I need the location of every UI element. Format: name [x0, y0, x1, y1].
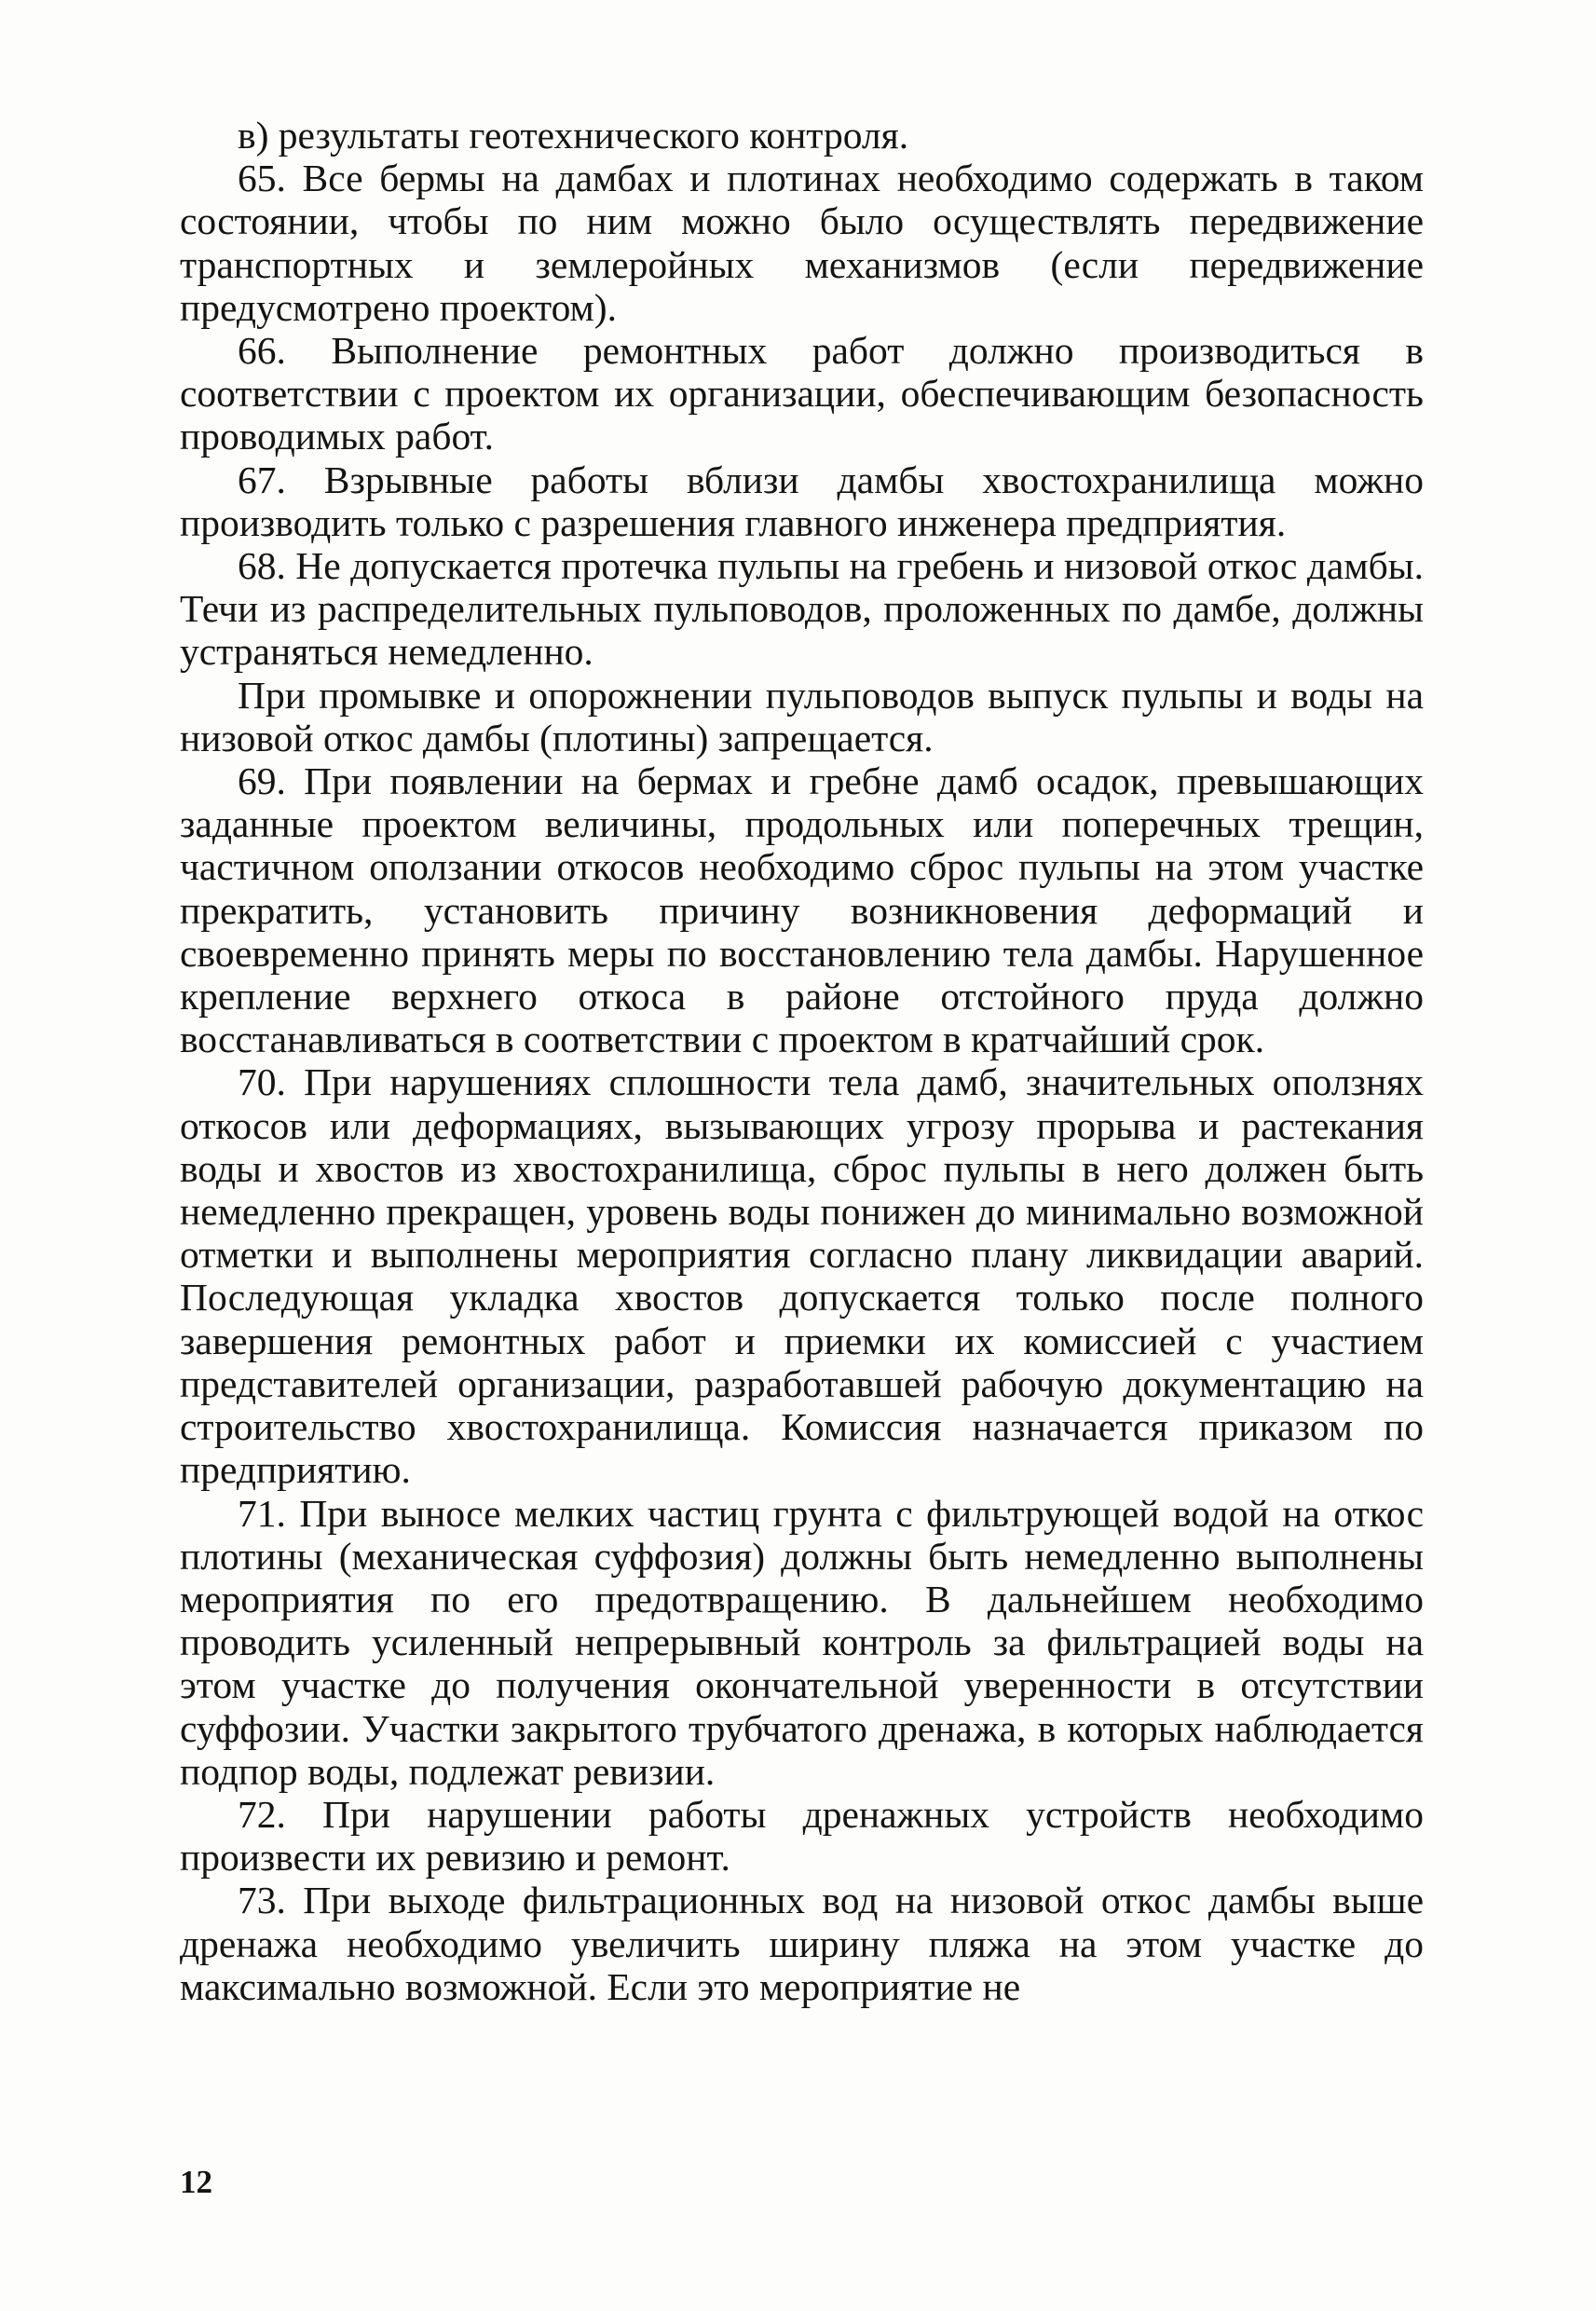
- paragraph-66: 66. Выполнение ремонтных работ должно производиться в соответствии с проектом их организации, обеспечивающим безопасность проводимых работ.: [180, 329, 1424, 458]
- paragraph-68-continued: При промывке и опорожнении пульповодов выпуск пульпы и воды на низовой откос дамбы (плотины) запрещается.: [180, 673, 1424, 759]
- paragraph-item-v: в) результаты геотехнического контроля.: [238, 114, 909, 157]
- paragraph-68: 68. Не допускается протечка пульпы на гребень и низовой откос дамбы. Течи из распределительных пульповодов, проложенных по дамбе, должны устраняться немедленно.: [180, 544, 1424, 674]
- paragraph-67: 67. Взрывные работы вблизи дамбы хвостохранилища можно производить только с разрешения главного инженера предприятия.: [180, 458, 1424, 544]
- paragraph-70: 70. При нарушениях сплошности тела дамб, значительных оползнях откосов или деформациях, вызывающих угрозу прорыва и растекания воды и хвостов из хвостохранилища, сброс пульпы в него должен быть немедленно прекращен, уровень воды понижен до минимально возможной отметки и выполнены мероприятия согласно плану ликвидации аварий. Последующая укладка хвостов допускается только после полного завершения ремонтных работ и приемки их комиссией с участием представителей организации, разработавшей рабочую документацию на строительство хвостохранилища. Комиссия назначается приказом по предприятию.: [180, 1060, 1424, 1492]
- paragraph-72: 72. При нарушении работы дренажных устройств необходимо произвести их ревизию и ремонт.: [180, 1792, 1424, 1880]
- body-text: [180, 114, 1424, 2008]
- paragraph-71: 71. При выносе мелких частиц грунта с фильтрующей водой на откос плотины (механическая суффозия) должны быть немедленно выполнены мероприятия по его предотвращению. В дальнейшем необходимо проводить усиленный непрерывный контроль за фильтрацией воды на этом участке до получения окончательной уверенности в отсутствии суффозии. Участки закрытого трубчатого дренажа, в которых наблюдается подпор воды, подлежат ревизии.: [180, 1491, 1424, 1793]
- paragraph-65: 65. Все бермы на дамбах и плотинах необходимо содержать в таком состоянии, чтобы по ним можно было осуществлять передвижение транспортных и землеройных механизмов (если передвижение предусмотрено проектом).: [180, 157, 1424, 329]
- paragraph-69: 69. При появлении на бермах и гребне дамб осадок, превышающих заданные проектом величины, продольных или поперечных трещин, частичном оползании откосов необходимо сброс пульпы на этом участке прекратить, установить причину возникновения деформаций и своевременно принять меры по восстановлению тела дамбы. Нарушенное крепление верхнего откоса в районе отстойного пруда должно восстанавливаться в соответствии с проектом в кратчайший срок.: [180, 759, 1424, 1061]
- page-number: 12: [180, 2164, 212, 2200]
- paragraph-73: 73. При выходе фильтрационных вод на низовой откос дамбы выше дренажа необходимо увеличить ширину пляжа на этом участке до максимально возможной. Если это мероприятие не: [180, 1879, 1424, 2008]
